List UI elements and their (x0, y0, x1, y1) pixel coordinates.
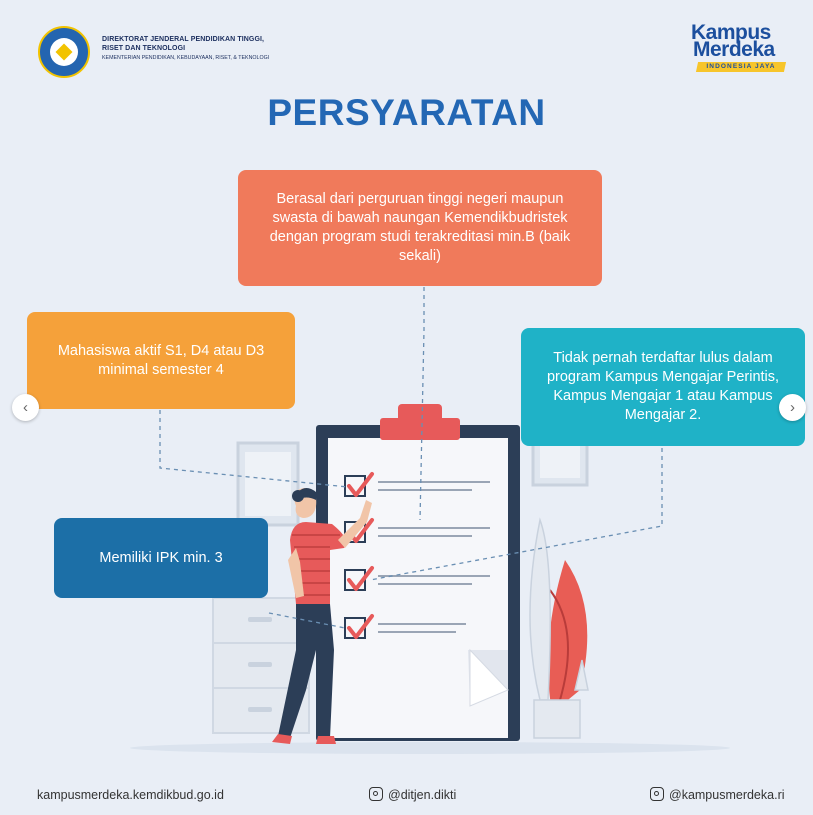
kampus-merdeka-logo (683, 22, 791, 80)
page-title: PERSYARATAN (267, 92, 546, 133)
footer-instagram-ditjen: @ditjen.dikti (388, 788, 457, 802)
ministry-name: KEMENTERIAN PENDIDIKAN, KEBUDAYAAN, RISET, & TEKNOLOGI (102, 55, 270, 61)
requirement-text-left: Mahasiswa aktif S1, D4 atau D3 minimal semester 4 (57, 342, 265, 378)
requirement-card-bottom (54, 518, 268, 598)
chevron-right-icon: › (790, 399, 795, 416)
chevron-left-icon: ‹ (23, 399, 28, 416)
carousel-prev-button[interactable] (12, 394, 39, 421)
org-name-line1: DIREKTORAT JENDERAL PENDIDIKAN TINGGI, (102, 36, 265, 43)
requirement-card-right (521, 328, 805, 446)
requirement-text-right: Tidak pernah terdaftar lulus dalam program Kampus Mengajar Perintis, Kampus Mengajar 1 atau Kampus Mengajar 2. (546, 350, 780, 423)
tut-wuri-handayani-logo (38, 26, 90, 78)
requirement-card-left (27, 312, 295, 409)
org-name-line2: RISET DAN TEKNOLOGI (102, 45, 186, 52)
requirement-text-top: Berasal dari perguruan tinggi negeri maupun swasta di bawah naungan Kemendikbudristek dengan program studi terakreditasi min.B (baik sekali) (269, 191, 571, 264)
footer-website: kampusmerdeka.kemdikbud.go.id (37, 788, 224, 802)
instagram-icon (369, 787, 383, 801)
carousel-next-button[interactable] (779, 394, 806, 421)
footer-instagram-kampusmerdeka: @kampusmerdeka.ri (669, 788, 785, 802)
requirement-text-bottom: Memiliki IPK min. 3 (99, 549, 223, 566)
brand-line1: Kampus (691, 21, 771, 44)
brand-line2: Merdeka (693, 38, 775, 61)
brand-tagline: INDONESIA JAYA (706, 63, 776, 70)
instagram-icon (650, 787, 664, 801)
requirement-card-top (238, 170, 602, 286)
org-header (38, 24, 308, 80)
